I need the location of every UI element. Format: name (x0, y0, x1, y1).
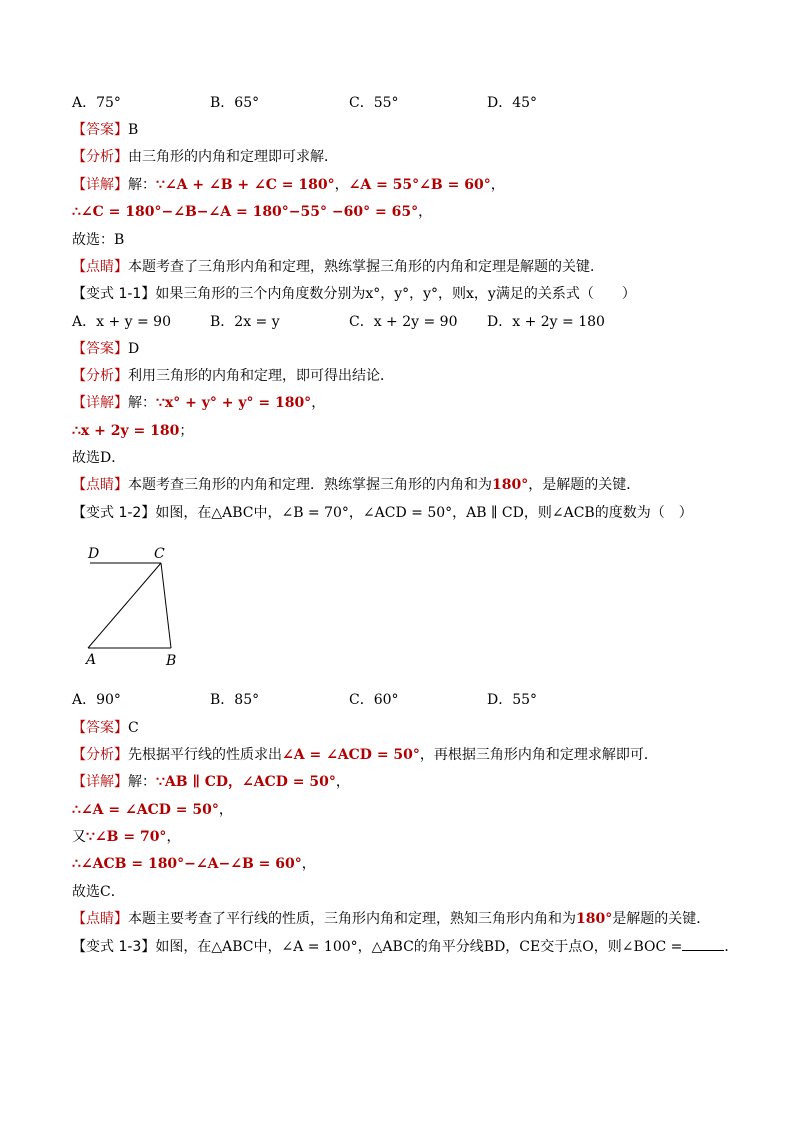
option-d: D．45° (487, 95, 538, 111)
analysis-tag: 【分析】 (72, 368, 128, 384)
step-equation: ∴∠ACB = 180°−∠A−∠B = 60° (72, 856, 302, 872)
analysis-text-end: ，再根据三角形内角和定理求解即可． (419, 747, 658, 763)
step-end: ， (301, 856, 316, 872)
step-equation: ∴∠C = 180°−∠B−∠A = 180°−55° −60° = 65° (72, 204, 419, 220)
comment-highlight: 180° (492, 477, 529, 493)
answer-value: B (128, 122, 139, 138)
comment-tag: 【点睛】 (72, 477, 128, 493)
triangle-figure (82, 540, 192, 670)
detail-equation-1: ∵∠A + ∠B + ∠C = 180° (156, 177, 335, 193)
step-line-1 (72, 202, 432, 222)
comment-text-end: 是解题的关键． (612, 911, 711, 927)
comment-text: 本题考查了三角形内角和定理，熟练掌握三角形的内角和定理是解题的关键． (128, 259, 604, 275)
answer-value: C (128, 720, 139, 736)
comment-text: 本题考查三角形的内角和定理．熟练掌握三角形的内角和为 (128, 477, 492, 493)
comment-tag: 【点睛】 (72, 911, 128, 927)
detail-separator: ， (334, 177, 349, 193)
option-c: C．55° (349, 95, 399, 111)
analysis-text: 由三角形的内角和定理即可求解． (128, 149, 338, 165)
detail-equation-2: ∠A = 55°∠B = 60° (348, 177, 491, 193)
analysis-text: 先根据平行线的性质求出 (128, 747, 282, 763)
answer-tag: 【答案】 (72, 122, 128, 138)
comment-tag: 【点睛】 (72, 259, 128, 275)
option-b: B．85° (210, 692, 260, 708)
answer-line-1 (72, 120, 138, 140)
answer-blank[interactable] (682, 936, 724, 951)
analysis-line-3 (72, 745, 658, 765)
detail-tag: 【详解】 (72, 395, 128, 411)
variant-tag: 【变式 1-1】 (72, 286, 156, 302)
detail-prefix: 解： (128, 774, 156, 790)
comment-text-end: ，是解题的关键． (528, 477, 641, 493)
question-text: 如图，在△ABC中，∠B = 70°，∠ACD = 50°，AB ∥ CD，则∠ACB的度数为（ ） (155, 505, 693, 521)
detail-prefix: 解： (128, 395, 156, 411)
variant-1-2-question (72, 503, 693, 523)
answer-tag: 【答案】 (72, 720, 128, 736)
option-b: B．2x = y (210, 314, 280, 330)
detail-prefix: 解： (128, 177, 156, 193)
option-d: D．x + 2y = 180 (487, 314, 605, 330)
conclusion-line-3: 故选C． (72, 884, 125, 900)
detail-equation: ∵AB ∥ CD，∠ACD = 50° (156, 774, 336, 790)
label-c: C (154, 546, 165, 562)
segment-cb (161, 563, 171, 648)
comment-line-3 (72, 909, 710, 929)
analysis-highlight: ∠A = ∠ACD = 50° (282, 747, 420, 763)
detail-line-2 (72, 393, 325, 413)
analysis-line-2 (72, 366, 394, 386)
step-line-5 (72, 854, 316, 874)
question-end: ． (724, 939, 739, 955)
label-a: A (86, 652, 97, 668)
detail-equation: ∵x° + y° + y° = 180° (156, 395, 312, 411)
comment-highlight: 180° (576, 911, 613, 927)
detail-end: ， (335, 774, 350, 790)
step-line-2 (72, 421, 193, 441)
label-b: B (166, 653, 177, 669)
step-end: ， (166, 829, 181, 845)
conclusion-line-2: 故选D． (72, 450, 126, 466)
option-b: B．65° (210, 95, 260, 111)
comment-line-1 (72, 257, 604, 277)
segment-ca (88, 563, 161, 648)
question-text: 如图，在△ABC中，∠A = 100°，△ABC的角平分线BD，CE交于点O，则∠BOC = (155, 939, 683, 955)
analysis-line-1 (72, 147, 338, 167)
option-c: C．60° (349, 692, 399, 708)
label-d: D (88, 546, 100, 562)
option-a: A．x + y = 90 (72, 314, 171, 330)
analysis-text: 利用三角形的内角和定理，即可得出结论． (128, 368, 394, 384)
step-prefix: 又 (72, 829, 86, 845)
answer-tag: 【答案】 (72, 341, 128, 357)
analysis-tag: 【分析】 (72, 747, 128, 763)
step-equation: ∴∠A = ∠ACD = 50° (72, 802, 219, 818)
analysis-tag: 【分析】 (72, 149, 128, 165)
detail-line-1 (72, 175, 505, 195)
step-end: ， (218, 802, 233, 818)
answer-value: D (128, 341, 140, 357)
answer-line-3 (72, 718, 139, 738)
step-line-4 (72, 827, 180, 847)
step-line-3 (72, 800, 233, 820)
conclusion-line-1: 故选：B (72, 232, 125, 248)
step-end: ； (179, 423, 194, 439)
step-equation: ∵∠B = 70° (86, 829, 167, 845)
option-d: D．55° (487, 692, 538, 708)
variant-1-3-question (72, 936, 738, 956)
step-end: ， (418, 204, 433, 220)
detail-end: ， (490, 177, 505, 193)
comment-text: 本题主要考查了平行线的性质，三角形内角和定理，熟知三角形内角和为 (128, 911, 576, 927)
variant-1-1-question (72, 284, 636, 304)
option-c: C．x + 2y = 90 (349, 314, 458, 330)
detail-end: ， (311, 395, 326, 411)
option-a: A．75° (72, 95, 121, 111)
option-a: A．90° (72, 692, 121, 708)
detail-line-3 (72, 772, 350, 792)
detail-tag: 【详解】 (72, 177, 128, 193)
step-equation: ∴x + 2y = 180 (72, 423, 180, 439)
question-text: 如果三角形的三个内角度数分别为x°，y°，y°，则x，y满足的关系式（ ） (155, 286, 636, 302)
variant-tag: 【变式 1-2】 (72, 505, 156, 521)
detail-tag: 【详解】 (72, 774, 128, 790)
variant-tag: 【变式 1-3】 (72, 939, 156, 955)
comment-line-2 (72, 475, 640, 495)
answer-line-2 (72, 339, 139, 359)
